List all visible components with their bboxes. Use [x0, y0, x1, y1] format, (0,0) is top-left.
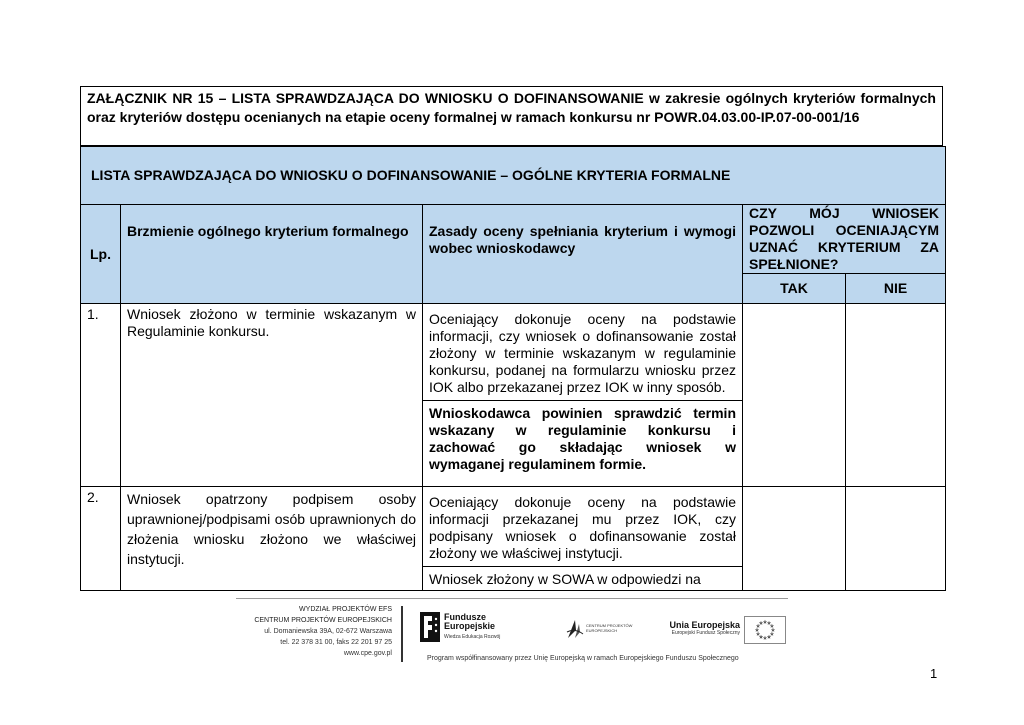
- row-hint: Wnioskodawca powinien sprawdzić termin wskazany w regulaminie konkursu i zachować go składając wniosek w wymaganej regulaminem formie.: [423, 400, 742, 473]
- org-line: tel. 22 378 31 00, faks 22 201 97 25: [280, 639, 392, 646]
- row-criterion: Wniosek złożono w terminie wskazanym w Regulaminie konkursu.: [121, 304, 423, 487]
- fe-title: [444, 613, 495, 631]
- row-rule-cell: [423, 304, 743, 487]
- document-title: ZAŁĄCZNIK NR 15 – LISTA SPRAWDZAJĄCA DO WNIOSKU O DOFINANSOWANIE w zakresie ogólnych kryteriów formalnych oraz kryteriów dostępu ocenianych na etapie oceny formalnej w ramach konkursu nr POWR.04.03.00-IP.07-00-001/16: [80, 86, 943, 146]
- cpe-label-line: CENTRUM PROJEKTÓW: [586, 623, 633, 628]
- header-question: CZY MÓJ WNIOSEK POZWOLI OCENIAJĄCYM UZNAĆ KRYTERIUM ZA SPEŁNIONE?: [743, 205, 946, 274]
- row-hint: Wniosek złożony w SOWA w odpowiedzi na: [423, 566, 742, 588]
- header-rules: Zasady oceny spełniania kryterium i wymogi wobec wnioskodawcy: [423, 205, 743, 304]
- row-rule-cell: [423, 487, 743, 591]
- org-line: ul. Domaniewska 39A, 02-672 Warszawa: [264, 628, 392, 635]
- cpe-label: [586, 623, 632, 633]
- row-yes-cell[interactable]: [743, 487, 846, 591]
- fundusze-europejskie-icon: [420, 612, 440, 642]
- cpe-logo: [566, 618, 656, 640]
- row-criterion: Wniosek opatrzony podpisem osoby uprawnionej/podpisami osób uprawnionych do złożenia wniosku złożono we właściwej instytucji.: [121, 487, 423, 591]
- ue-subtitle: Europejski Fundusz Społeczny: [671, 630, 740, 636]
- table-row: [81, 304, 946, 487]
- ue-label: [664, 620, 740, 636]
- checklist-table: [80, 146, 946, 591]
- header-criterion: Brzmienie ogólnego kryterium formalnego: [121, 205, 423, 304]
- row-rule: Oceniający dokonuje oceny na podstawie informacji przekazanej mu przez IOK, czy podpisany wniosek o dofinansowanie został złożony we właściwej instytucji.: [429, 494, 736, 561]
- fundusze-europejskie-logo: [420, 612, 520, 642]
- header-no: NIE: [846, 274, 946, 304]
- row-lp: 1.: [81, 304, 121, 487]
- cpe-label-line: EUROPEJSKICH: [586, 628, 618, 633]
- ue-title: Unia Europejska: [669, 620, 740, 630]
- table-row: [81, 487, 946, 591]
- section-title: LISTA SPRAWDZAJĄCA DO WNIOSKU O DOFINANSOWANIE – OGÓLNE KRYTERIA FORMALNE: [81, 147, 946, 205]
- org-line: CENTRUM PROJEKTÓW EUROPEJSKICH: [254, 617, 392, 624]
- cpe-icon: [566, 618, 584, 640]
- row-no-cell[interactable]: [846, 304, 946, 487]
- row-rule: Oceniający dokonuje oceny na podstawie informacji, czy wniosek o dofinansowanie został złożony w terminie wskazanym w regulaminie konkursu, podanej na formularzu wniosku przez IOK albo przekazanej przez IOK w inny sposób.: [429, 311, 736, 395]
- row-no-cell[interactable]: [846, 487, 946, 591]
- footer-divider: [236, 598, 788, 599]
- fe-title-line: Fundusze: [444, 612, 486, 622]
- row-yes-cell[interactable]: [743, 304, 846, 487]
- page-number: 1: [930, 666, 938, 681]
- footer-separator: [401, 606, 403, 662]
- header-yes: TAK: [743, 274, 846, 304]
- row-lp: 2.: [81, 487, 121, 591]
- header-lp: Lp.: [81, 205, 121, 304]
- fe-title-line: Europejskie: [444, 621, 496, 631]
- org-address: [236, 604, 392, 659]
- eu-flag-icon: [744, 616, 786, 644]
- org-line: www.cpe.gov.pl: [343, 650, 392, 657]
- org-line: WYDZIAŁ PROJEKTÓW EFS: [299, 606, 392, 613]
- program-note: Program współfinansowany przez Unię Europejską w ramach Europejskiego Funduszu Społecznego: [427, 655, 739, 662]
- fe-subtitle: Wiedza Edukacja Rozwój: [444, 634, 501, 640]
